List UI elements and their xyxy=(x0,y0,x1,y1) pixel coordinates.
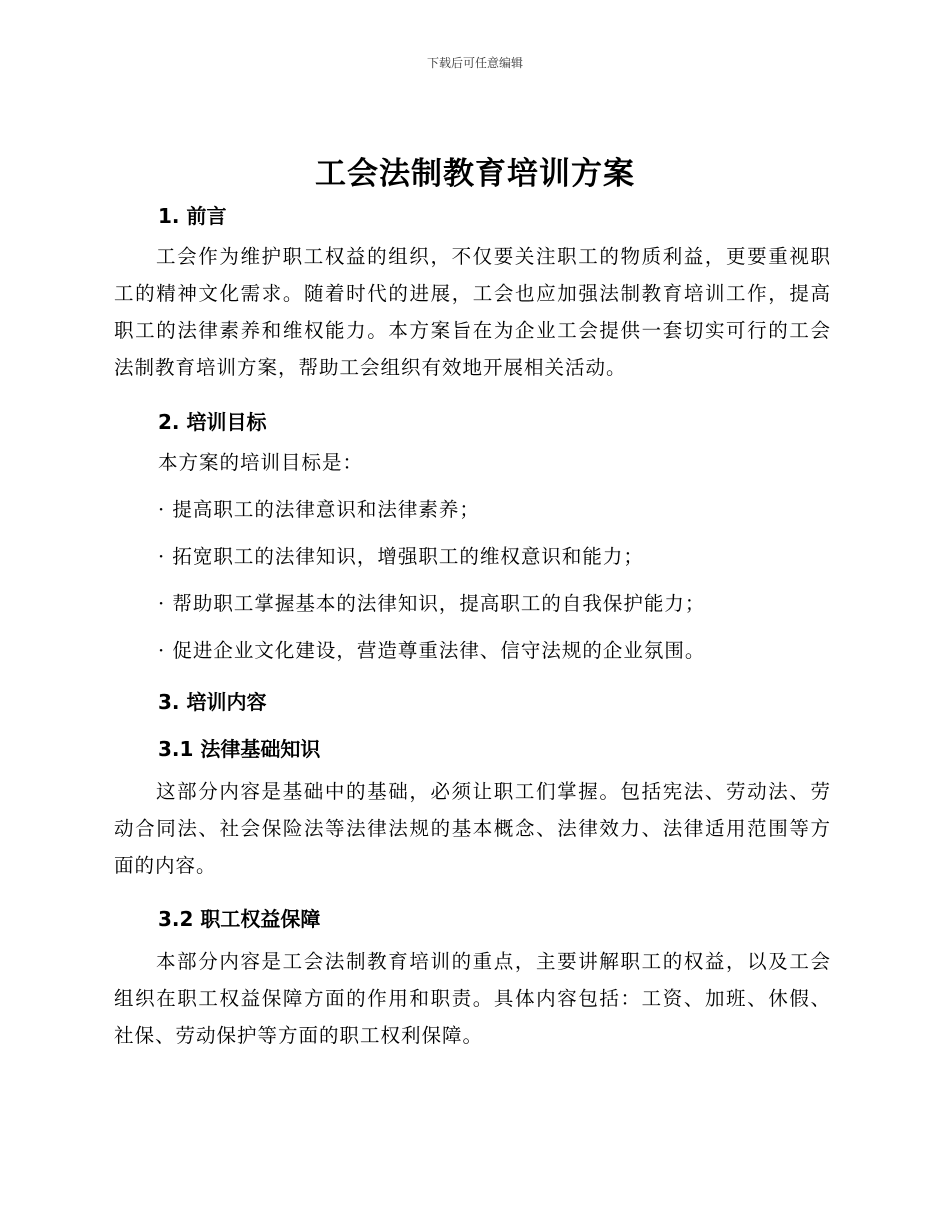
subsection-heading-legal-basics: 3.1 法律基础知识 xyxy=(158,737,321,761)
section-heading-preface: 1. 前言 xyxy=(158,204,227,228)
document-title: 工会法制教育培训方案 xyxy=(315,156,635,192)
page-header: 下载后可任意编辑 xyxy=(426,56,523,70)
section-heading-goals: 2. 培训目标 xyxy=(158,410,267,434)
goal-bullet-2: · 拓宽职工的法律知识，增强职工的维权意识和能力； xyxy=(158,545,644,568)
goal-bullet-3: · 帮助职工掌握基本的法律知识，提高职工的自我保护能力； xyxy=(158,592,706,615)
goals-intro: 本方案的培训目标是： xyxy=(158,451,364,474)
goal-bullet-4: · 促进企业文化建设，营造尊重法律、信守法规的企业氛围。 xyxy=(158,639,706,662)
section-heading-content: 3. 培训内容 xyxy=(158,690,267,714)
goal-bullet-1: · 提高职工的法律意识和法律素养； xyxy=(158,498,480,521)
subsection-heading-rights: 3.2 职工权益保障 xyxy=(158,907,321,931)
preface-paragraph: 工会作为维护职工权益的组织，不仅要关注职工的物质利益，更要重视职工的精神文化需求。随着时代的进展，工会也应加强法制教育培训工作，提高职工的法律素养和维权能力。本方案旨在为企业工会提供一套切实可行的工会法制教育培训方案，帮助工会组织有效地开展相关活动。 xyxy=(114,245,831,379)
rights-paragraph: 本部分内容是工会法制教育培训的重点，主要讲解职工的权益，以及工会组织在职工权益保障方面的作用和职责。具体内容包括：工资、加班、休假、社保、劳动保护等方面的职工权利保障。 xyxy=(114,950,831,1047)
legal-basics-paragraph: 这部分内容是基础中的基础，必须让职工们掌握。包括宪法、劳动法、劳动合同法、社会保险法等法律法规的基本概念、法律效力、法律适用范围等方面的内容。 xyxy=(114,780,831,877)
